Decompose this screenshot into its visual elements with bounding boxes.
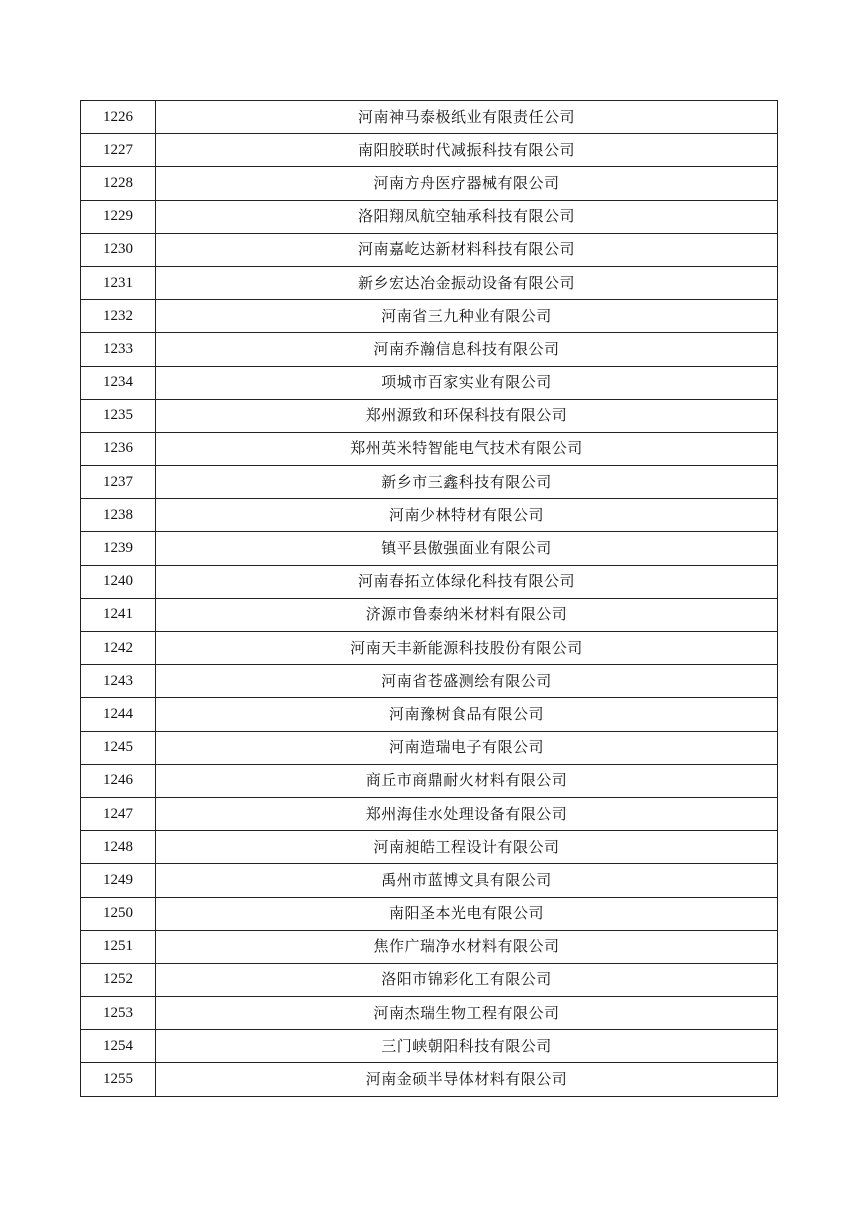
table-row (81, 333, 778, 366)
table-row (81, 499, 778, 532)
company-name-cell: 河南省三九种业有限公司 (156, 300, 778, 333)
row-number-cell: 1229 (81, 200, 156, 233)
company-name-cell: 河南豫树食品有限公司 (156, 698, 778, 731)
row-number-cell: 1235 (81, 399, 156, 432)
company-name-cell: 商丘市商鼎耐火材料有限公司 (156, 764, 778, 797)
row-number-cell: 1239 (81, 532, 156, 565)
company-name-cell: 河南昶皓工程设计有限公司 (156, 831, 778, 864)
company-name-cell: 洛阳翔凤航空轴承科技有限公司 (156, 200, 778, 233)
company-name-cell: 河南少林特材有限公司 (156, 499, 778, 532)
company-name-cell: 河南春拓立体绿化科技有限公司 (156, 565, 778, 598)
row-number-cell: 1230 (81, 233, 156, 266)
row-number-cell: 1250 (81, 897, 156, 930)
table-row (81, 200, 778, 233)
table-row (81, 266, 778, 299)
row-number-cell: 1237 (81, 466, 156, 499)
table-row (81, 134, 778, 167)
table-row (81, 963, 778, 996)
company-name-cell: 河南造瑞电子有限公司 (156, 731, 778, 764)
row-number-cell: 1252 (81, 963, 156, 996)
table-row (81, 797, 778, 830)
table-row (81, 300, 778, 333)
row-number-cell: 1248 (81, 831, 156, 864)
row-number-cell: 1255 (81, 1063, 156, 1096)
company-name-cell: 洛阳市锦彩化工有限公司 (156, 963, 778, 996)
company-name-cell: 三门峡朝阳科技有限公司 (156, 1030, 778, 1063)
company-list-body (81, 101, 778, 1097)
row-number-cell: 1234 (81, 366, 156, 399)
company-name-cell: 项城市百家实业有限公司 (156, 366, 778, 399)
table-row (81, 399, 778, 432)
company-name-cell: 郑州源致和环保科技有限公司 (156, 399, 778, 432)
table-row (81, 764, 778, 797)
table-row (81, 366, 778, 399)
table-row (81, 1030, 778, 1063)
company-name-cell: 新乡市三鑫科技有限公司 (156, 466, 778, 499)
table-row (81, 997, 778, 1030)
company-name-cell: 郑州英米特智能电气技术有限公司 (156, 432, 778, 465)
table-row (81, 167, 778, 200)
company-name-cell: 南阳胶联时代减振科技有限公司 (156, 134, 778, 167)
company-name-cell: 济源市鲁泰纳米材料有限公司 (156, 598, 778, 631)
row-number-cell: 1236 (81, 432, 156, 465)
company-name-cell: 禹州市蓝博文具有限公司 (156, 864, 778, 897)
company-name-cell: 郑州海佳水处理设备有限公司 (156, 797, 778, 830)
table-row (81, 432, 778, 465)
company-list-table (80, 100, 778, 1097)
company-name-cell: 焦作广瑞净水材料有限公司 (156, 930, 778, 963)
row-number-cell: 1246 (81, 764, 156, 797)
table-row (81, 897, 778, 930)
row-number-cell: 1228 (81, 167, 156, 200)
table-row (81, 698, 778, 731)
table-row (81, 565, 778, 598)
row-number-cell: 1240 (81, 565, 156, 598)
company-name-cell: 南阳圣本光电有限公司 (156, 897, 778, 930)
table-row (81, 466, 778, 499)
table-row (81, 632, 778, 665)
row-number-cell: 1251 (81, 930, 156, 963)
row-number-cell: 1241 (81, 598, 156, 631)
company-name-cell: 河南嘉屹达新材料科技有限公司 (156, 233, 778, 266)
row-number-cell: 1243 (81, 665, 156, 698)
company-name-cell: 河南金硕半导体材料有限公司 (156, 1063, 778, 1096)
table-row (81, 101, 778, 134)
row-number-cell: 1244 (81, 698, 156, 731)
company-name-cell: 新乡宏达冶金振动设备有限公司 (156, 266, 778, 299)
table-row (81, 532, 778, 565)
table-row (81, 731, 778, 764)
row-number-cell: 1245 (81, 731, 156, 764)
row-number-cell: 1233 (81, 333, 156, 366)
table-row (81, 930, 778, 963)
row-number-cell: 1247 (81, 797, 156, 830)
row-number-cell: 1253 (81, 997, 156, 1030)
row-number-cell: 1231 (81, 266, 156, 299)
table-row (81, 665, 778, 698)
row-number-cell: 1242 (81, 632, 156, 665)
company-name-cell: 河南省苍盛测绘有限公司 (156, 665, 778, 698)
row-number-cell: 1238 (81, 499, 156, 532)
company-name-cell: 河南杰瑞生物工程有限公司 (156, 997, 778, 1030)
table-row (81, 1063, 778, 1096)
table-row (81, 864, 778, 897)
row-number-cell: 1254 (81, 1030, 156, 1063)
row-number-cell: 1226 (81, 101, 156, 134)
company-name-cell: 河南乔瀚信息科技有限公司 (156, 333, 778, 366)
row-number-cell: 1232 (81, 300, 156, 333)
table-row (81, 233, 778, 266)
table-row (81, 831, 778, 864)
row-number-cell: 1249 (81, 864, 156, 897)
row-number-cell: 1227 (81, 134, 156, 167)
company-name-cell: 河南神马泰极纸业有限责任公司 (156, 101, 778, 134)
company-name-cell: 河南天丰新能源科技股份有限公司 (156, 632, 778, 665)
company-name-cell: 河南方舟医疗器械有限公司 (156, 167, 778, 200)
company-name-cell: 镇平县傲强面业有限公司 (156, 532, 778, 565)
table-row (81, 598, 778, 631)
